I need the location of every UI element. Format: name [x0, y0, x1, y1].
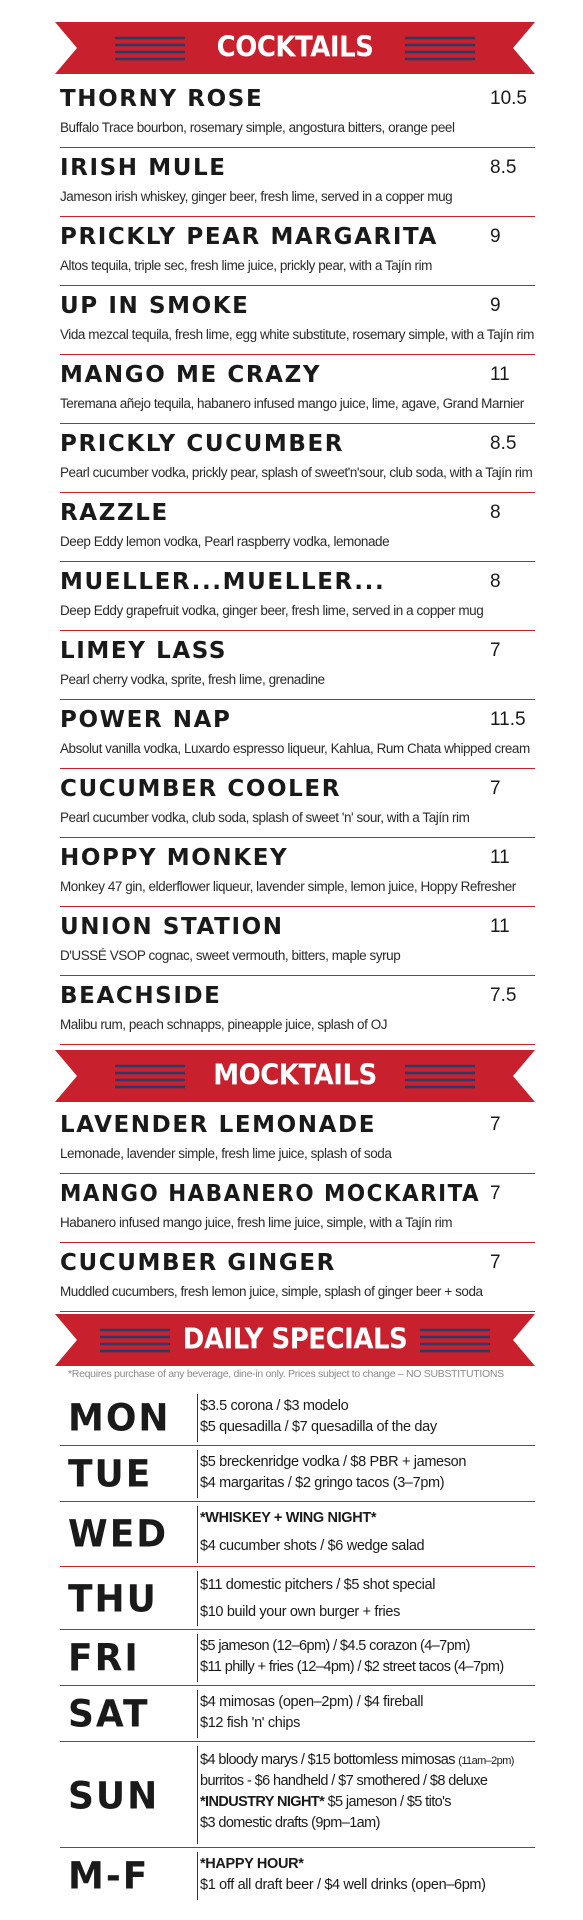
day-label: SUN — [68, 1774, 160, 1819]
item-description: Lemonade, lavender simple, fresh lime juice, splash of soda — [60, 1146, 392, 1161]
special-details — [200, 1692, 423, 1734]
special-row — [60, 1630, 535, 1686]
special-row — [60, 1848, 535, 1904]
item-price: 7 — [490, 1252, 501, 1273]
item-name: MANGO HABANERO MOCKARITA — [60, 1181, 481, 1207]
menu-item — [60, 86, 535, 148]
special-details — [200, 1575, 435, 1623]
special-line: *HAPPY HOUR* — [200, 1856, 304, 1872]
day-label: MON — [68, 1396, 171, 1441]
special-row — [60, 1446, 535, 1502]
special-details — [200, 1750, 514, 1834]
day-label: FRI — [68, 1636, 140, 1681]
special-line: $4 margaritas / $2 gringo tacos (3–7pm) — [200, 1475, 445, 1491]
item-name: LIMEY LASS — [60, 638, 228, 664]
item-name: CUCUMBER COOLER — [60, 776, 342, 802]
item-description: Teremana añejo tequila, habanero infused mango juice, lime, agave, Grand Marnier — [60, 396, 524, 411]
menu-item — [60, 500, 535, 562]
item-description: Absolut vanilla vodka, Luxardo espresso liqueur, Kahlua, Rum Chata whipped cream — [60, 741, 530, 756]
item-name: BEACHSIDE — [60, 983, 222, 1009]
item-description: Malibu rum, peach schnapps, pineapple juice, splash of OJ — [60, 1017, 388, 1032]
specials-banner — [55, 1314, 535, 1366]
special-line: $4 mimosas (open–2pm) / $4 fireball — [200, 1694, 424, 1710]
day-label: TUE — [68, 1452, 153, 1497]
item-description: Pearl cucumber vodka, club soda, splash of sweet 'n' sour, with a Tajín rim — [60, 810, 470, 825]
menu-item — [60, 638, 535, 700]
special-row — [60, 1686, 535, 1742]
special-line: $3 domestic drafts (9pm–1am) — [200, 1815, 380, 1831]
menu-item — [60, 431, 535, 493]
special-details — [200, 1636, 504, 1678]
item-price: 8 — [490, 502, 501, 523]
special-line: $5 jameson (12–6pm) / $4.5 corazon (4–7pm) — [200, 1638, 470, 1654]
specials-note: *Requires purchase of any beverage, dine-in only. Prices subject to change – NO SUBSTITUTIONS — [68, 1368, 504, 1380]
special-line: *WHISKEY + WING NIGHT* — [200, 1510, 377, 1526]
day-divider — [197, 1571, 198, 1626]
special-line: $10 build your own burger + fries — [200, 1604, 401, 1620]
cocktails-banner — [55, 22, 535, 74]
menu-item — [60, 914, 535, 976]
special-line: $4 cucumber shots / $6 wedge salad — [200, 1538, 425, 1554]
item-description: Deep Eddy lemon vodka, Pearl raspberry vodka, lemonade — [60, 534, 390, 549]
item-price: 8.5 — [490, 157, 517, 178]
item-price: 11 — [490, 916, 510, 937]
item-price: 11.5 — [490, 709, 526, 730]
item-name: RAZZLE — [60, 500, 169, 526]
day-label: SAT — [68, 1692, 150, 1737]
day-divider — [197, 1506, 198, 1563]
item-price: 7 — [490, 1114, 501, 1135]
special-highlight: *INDUSTRY NIGHT* — [200, 1794, 325, 1810]
day-divider — [197, 1852, 198, 1900]
item-description: Buffalo Trace bourbon, rosemary simple, angostura bitters, orange peel — [60, 120, 455, 135]
item-name: CUCUMBER GINGER — [60, 1250, 336, 1276]
special-line: $12 fish 'n' chips — [200, 1715, 300, 1731]
day-divider — [197, 1690, 198, 1738]
item-price: 7 — [490, 778, 501, 799]
item-name: POWER NAP — [60, 707, 232, 733]
special-details — [200, 1854, 486, 1896]
special-line — [200, 1792, 514, 1813]
special-time: (11am–2pm) — [458, 1755, 514, 1767]
section-title: DAILY SPECIALS — [182, 1323, 408, 1357]
item-name: UNION STATION — [60, 914, 284, 940]
special-text: $4 bloody marys / $15 bottomless mimosas — [200, 1752, 455, 1768]
item-name: IRISH MULE — [60, 155, 227, 181]
menu-item — [60, 845, 535, 907]
item-description: Deep Eddy grapefruit vodka, ginger beer, fresh lime, served in a copper mug — [60, 603, 484, 618]
item-name: PRICKLY PEAR MARGARITA — [60, 224, 438, 250]
menu-item — [60, 1112, 535, 1174]
item-description: Jameson irish whiskey, ginger beer, fresh lime, served in a copper mug — [60, 189, 453, 204]
item-price: 9 — [490, 295, 501, 316]
item-name: PRICKLY CUCUMBER — [60, 431, 345, 457]
menu-item — [60, 569, 535, 631]
item-description: Monkey 47 gin, elderflower liqueur, lavender simple, lemon juice, Hoppy Refresher — [60, 879, 516, 894]
special-line: burritos - $6 handheld / $7 smothered / $8 deluxe — [200, 1773, 488, 1789]
menu-item — [60, 1250, 535, 1312]
item-price: 8 — [490, 571, 501, 592]
day-label: M-F — [68, 1854, 150, 1899]
menu-item — [60, 362, 535, 424]
item-description: Pearl cherry vodka, sprite, fresh lime, grenadine — [60, 672, 325, 687]
special-row — [60, 1567, 535, 1630]
section-title: MOCKTAILS — [213, 1059, 377, 1093]
special-line: $1 off all draft beer / $4 well drinks (open–6pm) — [200, 1877, 486, 1893]
special-row — [60, 1742, 535, 1848]
special-line: $5 quesadilla / $7 quesadilla of the day — [200, 1419, 437, 1435]
menu-item — [60, 293, 535, 355]
day-divider — [197, 1746, 198, 1844]
menu-item — [60, 707, 535, 769]
mocktails-banner — [55, 1050, 535, 1102]
item-price: 9 — [490, 226, 501, 247]
item-price: 11 — [490, 364, 510, 385]
day-label: WED — [68, 1512, 169, 1557]
item-name: HOPPY MONKEY — [60, 845, 289, 871]
special-row — [60, 1502, 535, 1567]
special-line: $5 breckenridge vodka / $8 PBR + jameson — [200, 1454, 467, 1470]
item-description: Muddled cucumbers, fresh lemon juice, simple, splash of ginger beer + soda — [60, 1284, 483, 1299]
menu-item — [60, 983, 535, 1045]
item-price: 10.5 — [490, 88, 527, 109]
item-name: UP IN SMOKE — [60, 293, 250, 319]
item-price: 7 — [490, 640, 501, 661]
day-divider — [197, 1394, 198, 1442]
special-line: $3.5 corona / $3 modelo — [200, 1398, 349, 1414]
item-description: Vida mezcal tequila, fresh lime, egg white substitute, rosemary simple, with a Tajín rim — [60, 327, 534, 342]
special-row — [60, 1390, 535, 1446]
section-title: COCKTAILS — [216, 31, 374, 65]
item-price: 8.5 — [490, 433, 517, 454]
special-line: $11 philly + fries (12–4pm) / $2 street tacos (4–7pm) — [200, 1659, 504, 1675]
special-line: $11 domestic pitchers / $5 shot special — [200, 1577, 436, 1593]
special-details — [200, 1452, 466, 1494]
item-name: LAVENDER LEMONADE — [60, 1112, 377, 1138]
menu-item — [60, 155, 535, 217]
menu-item — [60, 776, 535, 838]
day-label: THU — [68, 1577, 158, 1622]
item-description: Pearl cucumber vodka, prickly pear, splash of sweet'n'sour, club soda, with a Tajín rim — [60, 465, 533, 480]
special-details — [200, 1508, 424, 1557]
menu-item — [60, 224, 535, 286]
day-divider — [197, 1634, 198, 1682]
special-text: $5 jameson / $5 tito's — [327, 1794, 451, 1810]
day-divider — [197, 1450, 198, 1498]
item-name: MUELLER...MUELLER... — [60, 569, 386, 595]
item-description: Altos tequila, triple sec, fresh lime juice, prickly pear, with a Tajín rim — [60, 258, 432, 273]
item-price: 11 — [490, 847, 510, 868]
menu-item — [60, 1181, 535, 1243]
item-description: Habanero infused mango juice, fresh lime juice, simple, with a Tajín rim — [60, 1215, 453, 1230]
item-description: D'USSÉ VSOP cognac, sweet vermouth, bitters, maple syrup — [60, 948, 401, 963]
item-name: MANGO ME CRAZY — [60, 362, 322, 388]
special-details — [200, 1396, 437, 1438]
item-name: THORNY ROSE — [60, 86, 264, 112]
special-line — [200, 1750, 514, 1771]
item-price: 7.5 — [490, 985, 517, 1006]
item-price: 7 — [490, 1183, 501, 1204]
